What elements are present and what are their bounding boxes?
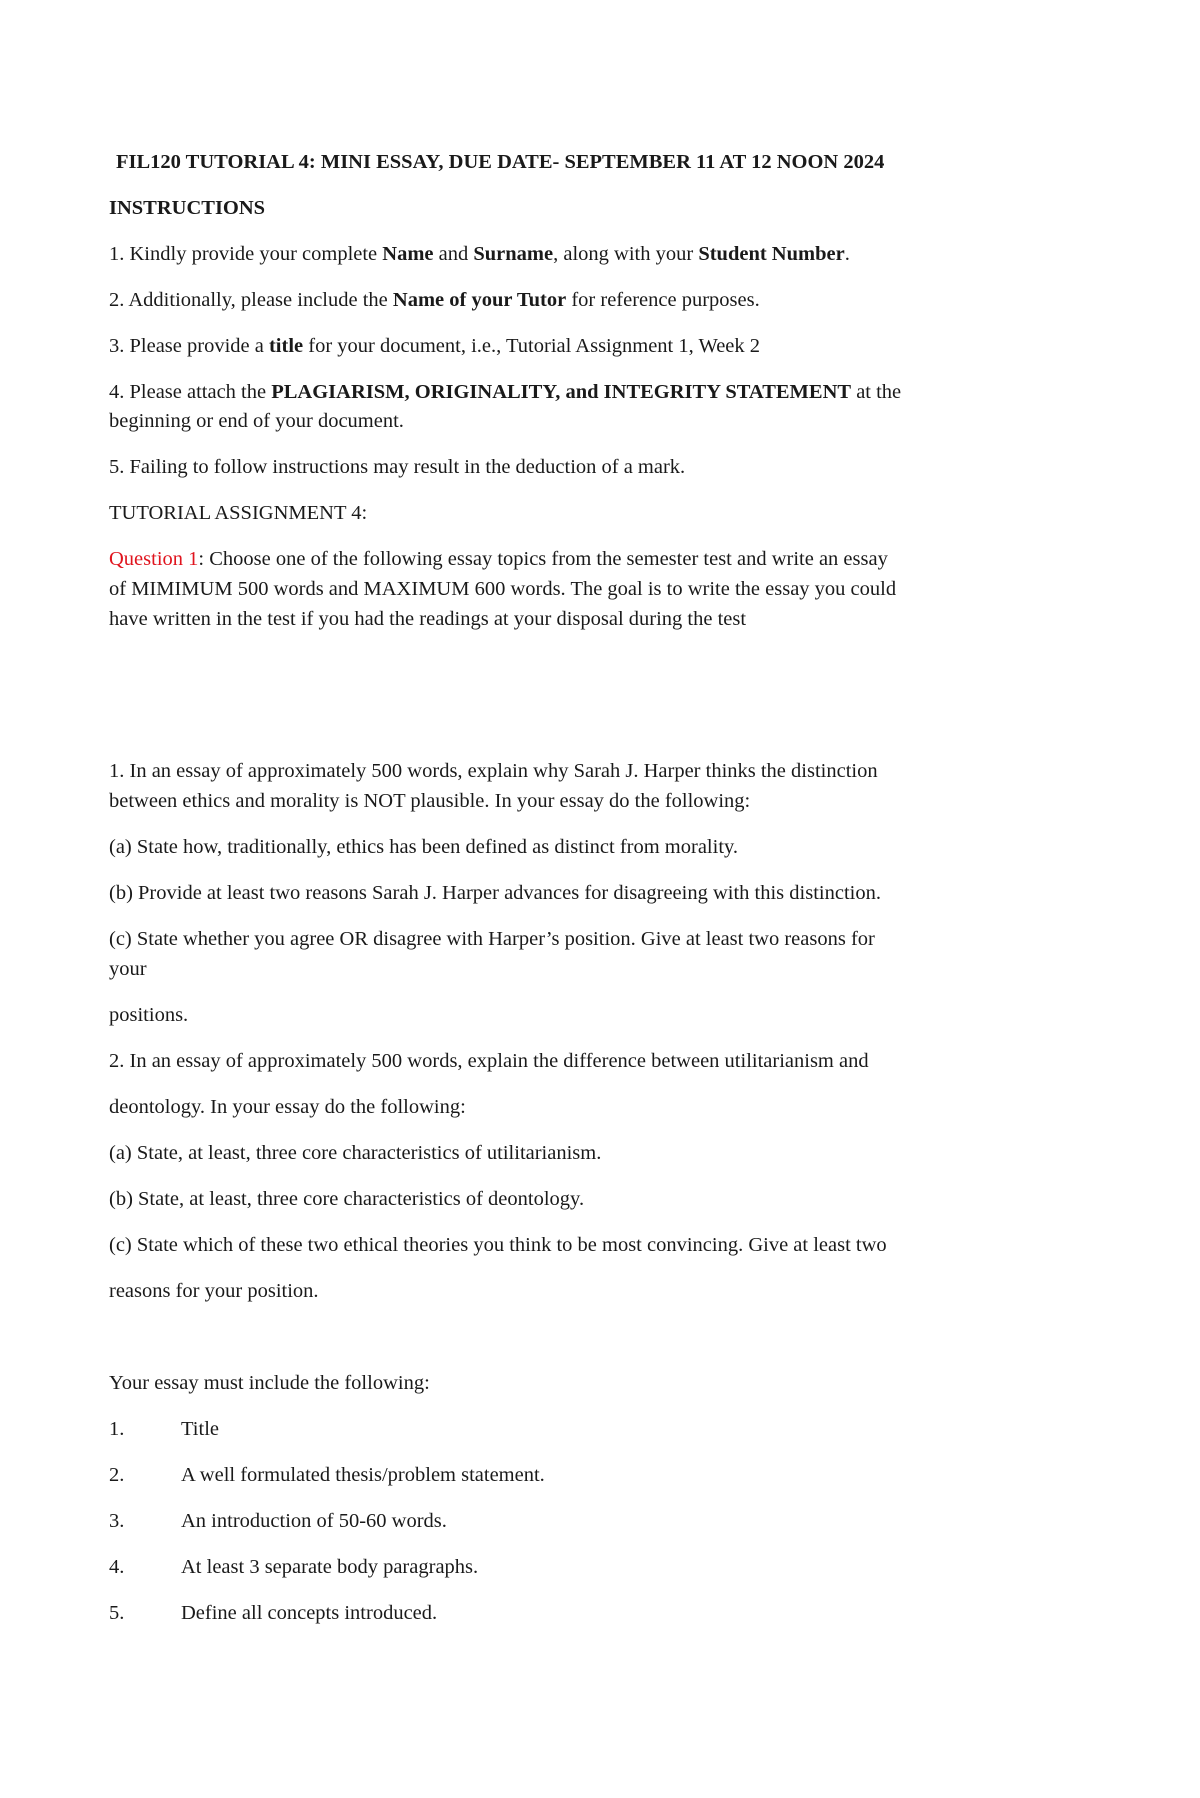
requirement-item: 1. Title	[109, 1418, 219, 1440]
topic-2-line-2: deontology. In your essay do the following:	[109, 1096, 466, 1118]
instruction-4-continued: beginning or end of your document.	[109, 410, 404, 432]
requirements-heading: Your essay must include the following:	[109, 1372, 430, 1394]
requirement-item: 5. Define all concepts introduced.	[109, 1602, 438, 1624]
instruction-4: 4. Please attach the PLAGIARISM, ORIGINALITY, and INTEGRITY STATEMENT at the	[109, 381, 902, 403]
instruction-2: 2. Additionally, please include the Name of your Tutor for reference purposes.	[109, 289, 760, 311]
topic-1-a: (a) State how, traditionally, ethics has been defined as distinct from morality.	[109, 836, 739, 858]
instruction-3: 3. Please provide a title for your document, i.e., Tutorial Assignment 1, Week 2	[109, 335, 761, 357]
topic-1-c: (c) State whether you agree OR disagree with Harper’s position. Give at least two reasons for	[109, 928, 875, 950]
topic-2-c: (c) State which of these two ethical theories you think to be most convincing. Give at least two	[109, 1234, 887, 1256]
topic-1-line-2: between ethics and morality is NOT plausible. In your essay do the following:	[109, 790, 751, 812]
topic-2-c-line-2: reasons for your position.	[109, 1280, 319, 1302]
question-1: Question 1: Choose one of the following essay topics from the semester test and write an essay	[109, 548, 888, 570]
document-title: FIL120 TUTORIAL 4: MINI ESSAY, DUE DATE- SEPTEMBER 11 AT 12 NOON 2024	[116, 151, 885, 173]
requirement-item: 4. At least 3 separate body paragraphs.	[109, 1556, 479, 1578]
instruction-5: 5. Failing to follow instructions may result in the deduction of a mark.	[109, 456, 686, 478]
topic-2-a: (a) State, at least, three core characteristics of utilitarianism.	[109, 1142, 602, 1164]
instructions-heading: INSTRUCTIONS	[109, 197, 266, 219]
question-label: Question 1	[109, 548, 199, 570]
requirement-item: 2. A well formulated thesis/problem statement.	[109, 1464, 545, 1486]
assignment-heading: TUTORIAL ASSIGNMENT 4:	[109, 502, 368, 524]
instruction-1: 1. Kindly provide your complete Name and Surname, along with your Student Number.	[109, 243, 850, 265]
topic-2-b: (b) State, at least, three core characteristics of deontology.	[109, 1188, 585, 1210]
topic-1-c-line-2: your	[109, 958, 147, 980]
topic-1-line-1: 1. In an essay of approximately 500 words, explain why Sarah J. Harper thinks the distinction	[109, 760, 878, 782]
question-1-line-2: of MIMIMUM 500 words and MAXIMUM 600 words. The goal is to write the essay you could	[109, 578, 897, 600]
requirement-item: 3. An introduction of 50-60 words.	[109, 1510, 447, 1532]
topic-1-b: (b) Provide at least two reasons Sarah J. Harper advances for disagreeing with this distinction.	[109, 882, 881, 904]
topic-2-line-1: 2. In an essay of approximately 500 words, explain the difference between utilitarianism and	[109, 1050, 869, 1072]
question-1-line-3: have written in the test if you had the readings at your disposal during the test	[109, 608, 747, 630]
topic-1-c-line-3: positions.	[109, 1004, 189, 1026]
